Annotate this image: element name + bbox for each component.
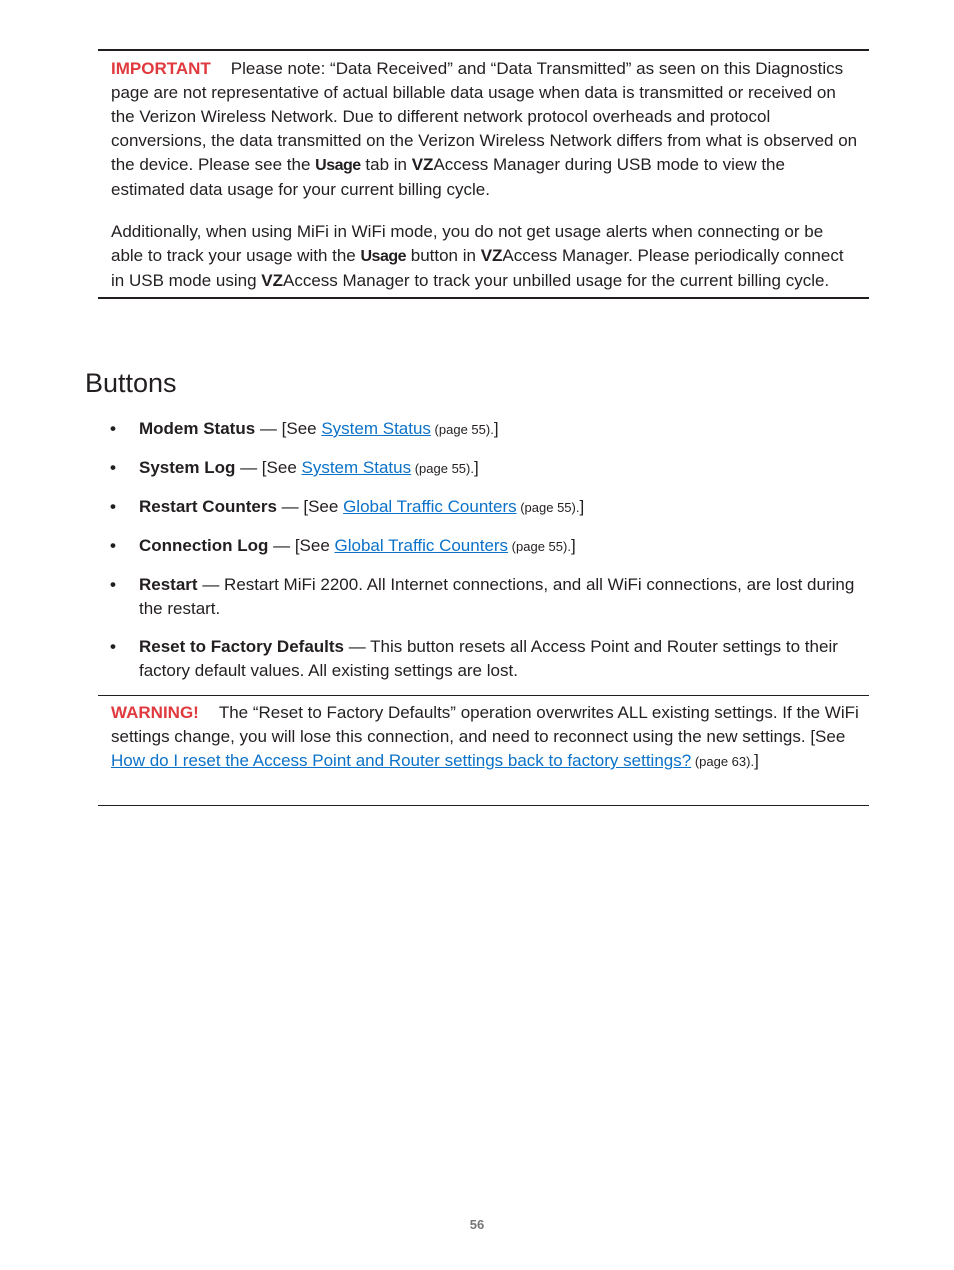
link-global-traffic-counters[interactable]: Global Traffic Counters (343, 497, 517, 516)
warning-paragraph: WARNING! The “Reset to Factory Defaults” operation overwrites ALL existing settings. If the WiFi settings change, you will lose this connection, and need to reconnect using the new settings. [See How do I reset the Access Point and Router settings back to factory settings? (page 63).] (111, 703, 859, 770)
button-name: Reset to Factory Defaults (139, 637, 344, 656)
link-system-status[interactable]: System Status (301, 458, 412, 477)
vz-term: VZ (411, 155, 434, 174)
important-label: IMPORTANT (111, 59, 211, 78)
list-item: • Reset to Factory Defaults — This button resets all Access Point and Router settings to their factory default values. All existing settings are lost. (110, 637, 838, 680)
link-system-status[interactable]: System Status (321, 419, 431, 438)
bullet: • (110, 419, 116, 438)
important-paragraph-2: Additionally, when using MiFi in WiFi mode, you do not get usage alerts when connecting or be able to track your usage with the Usage button in VZAccess Manager. Please periodically connect in USB mode using VZAccess Manager to track your unbilled usage for the current billing cycle. (111, 222, 844, 290)
bullet: • (110, 575, 116, 594)
button-name: Restart Counters (139, 497, 277, 516)
bullet: • (110, 536, 116, 555)
list-item: • Connection Log — [See Global Traffic Counters (page 55).] (110, 534, 870, 559)
bullet: • (110, 637, 116, 656)
list-item: • Restart Counters — [See Global Traffic Counters (page 55).] (110, 495, 870, 520)
important-note (98, 49, 869, 299)
button-name: System Log (139, 458, 236, 477)
important-paragraph-1: IMPORTANT Please note: “Data Received” and “Data Transmitted” as seen on this Diagnostics page are not representative of actual billable data usage when data is transmitted or received on the Verizon Wireless Network. Due to different network protocol overheads and protocol conversions, the data transmitted on the Verizon Wireless Network differs from what is observed on the device. Please see the Usage tab in VZAccess Manager during USB mode to view the estimated data usage for your current billing cycle. (111, 59, 858, 199)
bullet: • (110, 458, 116, 477)
list-item: • System Log — [See System Status (page 55).] (110, 456, 870, 481)
page-number: 56 (469, 1217, 485, 1232)
vz-term: VZ (480, 246, 503, 265)
warning-note (98, 695, 869, 806)
list-item: • Restart — Restart MiFi 2200. All Internet connections, and all WiFi connections, are lost during the restart. (110, 575, 855, 618)
list-item: • Modem Status — [See System Status (page 55).] (110, 417, 870, 442)
section-heading: Buttons (85, 368, 177, 398)
button-name: Connection Log (139, 536, 269, 555)
buttons-list (110, 417, 870, 697)
link-global-traffic-counters[interactable]: Global Traffic Counters (334, 536, 509, 555)
warning-label: WARNING! (111, 703, 199, 722)
vz-term: VZ (261, 271, 283, 290)
bullet: • (110, 497, 116, 516)
usage-term: Usage (315, 157, 361, 174)
button-name: Modem Status (139, 419, 256, 438)
usage-term: Usage (360, 248, 407, 265)
button-name: Restart (139, 575, 198, 594)
link-reset-factory-settings[interactable]: How do I reset the Access Point and Router settings back to factory settings? (111, 751, 692, 770)
